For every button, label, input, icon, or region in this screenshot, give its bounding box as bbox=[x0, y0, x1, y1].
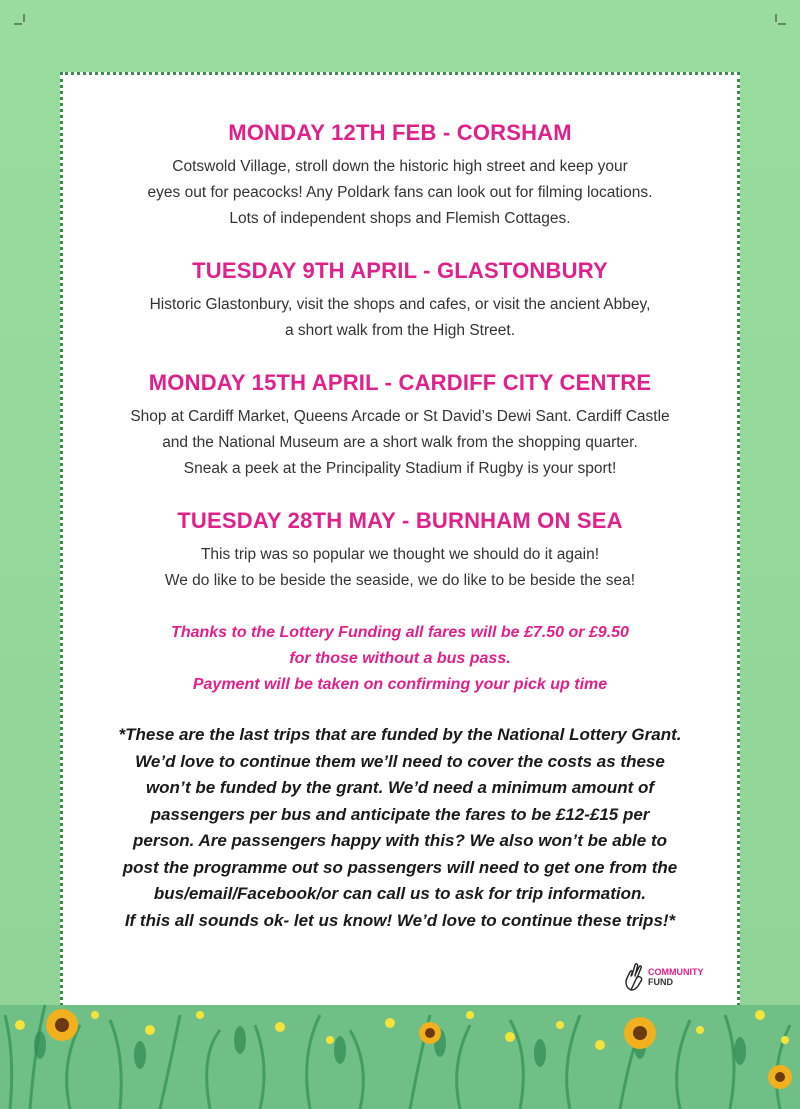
notice-line: post the programme out so passengers will need to get one from the bbox=[122, 857, 678, 877]
trip-description bbox=[60, 404, 740, 482]
trip-description-line: Cotswold Village, stroll down the historic high street and keep your bbox=[172, 158, 628, 175]
notice-line: *These are the last trips that are funded by the National Lottery Grant. bbox=[118, 725, 682, 744]
trip-description-line: Historic Glastonbury, visit the shops and cafes, or visit the ancient Abbey, bbox=[149, 296, 651, 313]
fares-info bbox=[60, 620, 740, 698]
fares-line: for those without a bus pass. bbox=[289, 650, 511, 667]
notice-line: bus/email/Facebook/or can call us to ask for trip information. bbox=[153, 884, 647, 903]
notice-line: won’t be funded by the grant. We’d need a minimum amount of bbox=[145, 778, 655, 797]
notice-line: passengers per bus and anticipate the fares to be £12-£15 per bbox=[150, 804, 650, 824]
logo-line-community: COMMUNITY bbox=[648, 967, 704, 977]
fares-line: Payment will be taken on confirming your pick up time bbox=[192, 676, 608, 693]
trip-title: MONDAY 15TH APRIL - CARDIFF CITY CENTRE bbox=[148, 370, 652, 395]
notice-line: person. Are passengers happy with this? We also won’t be able to bbox=[132, 831, 668, 850]
trip-description-line: Sneak a peek at the Principality Stadium if Rugby is your sport! bbox=[183, 460, 617, 477]
fares-line: Thanks to the Lottery Funding all fares will be £7.50 or £9.50 bbox=[171, 624, 629, 641]
trip-glastonbury bbox=[60, 258, 740, 344]
trip-description-line: Lots of independent shops and Flemish Cottages. bbox=[229, 210, 571, 227]
trip-cardiff bbox=[60, 370, 740, 482]
notice-line: We’d love to continue them we’ll need to cover the costs as these bbox=[135, 751, 665, 771]
trip-description bbox=[60, 154, 740, 232]
trip-description-line: eyes out for peacocks! Any Poldark fans can look out for filming locations. bbox=[147, 184, 653, 201]
notice-line: If this all sounds ok- let us know! We’d love to continue these trips!* bbox=[124, 910, 676, 930]
trip-description bbox=[60, 542, 740, 594]
trip-description-line: This trip was so popular we thought we should do it again! bbox=[200, 546, 600, 563]
trip-title: TUESDAY 28TH MAY - BURNHAM ON SEA bbox=[177, 508, 623, 533]
trip-title: TUESDAY 9TH APRIL - GLASTONBURY bbox=[192, 258, 608, 283]
trip-description-line: and the National Museum are a short walk from the shopping quarter. bbox=[162, 434, 638, 451]
trip-burnham bbox=[60, 508, 740, 594]
trip-description bbox=[60, 292, 740, 344]
trip-corsham bbox=[60, 120, 740, 232]
crop-mark-top-right bbox=[766, 14, 786, 34]
flower-meadow-illustration bbox=[0, 985, 800, 1109]
funding-notice bbox=[60, 722, 740, 934]
trip-description-line: We do like to be beside the seaside, we do like to be beside the sea! bbox=[164, 572, 636, 589]
trip-description-line: a short walk from the High Street. bbox=[284, 322, 515, 339]
trip-list bbox=[60, 120, 740, 934]
logo-line-fund: FUND bbox=[648, 977, 673, 987]
trip-description-line: Shop at Cardiff Market, Queens Arcade or St David’s Dewi Sant. Cardiff Castle bbox=[130, 408, 670, 425]
trip-title: MONDAY 12TH FEB - CORSHAM bbox=[228, 120, 572, 145]
crop-mark-top-left bbox=[14, 14, 34, 34]
logo-text bbox=[648, 967, 704, 987]
